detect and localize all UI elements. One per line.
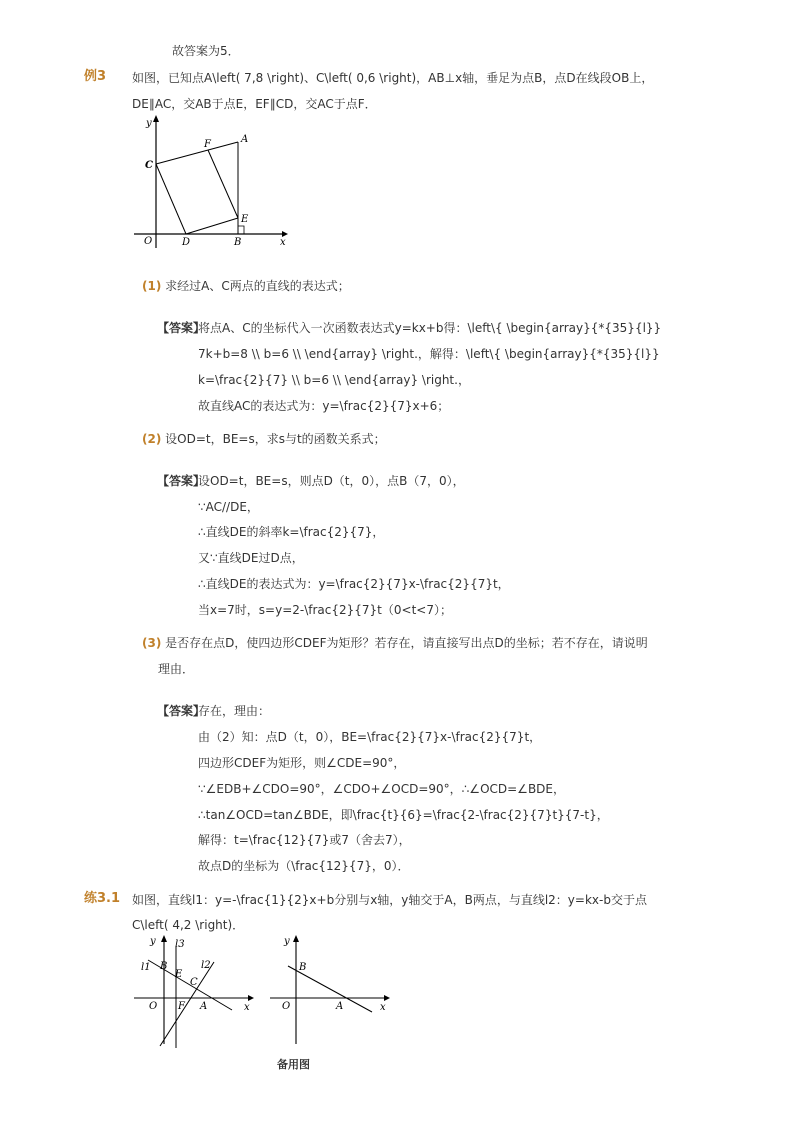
point-a-label: A <box>336 1001 344 1012</box>
q1-answer-line: 故直线AC的表达式为：y=\frac{2}{7}x+6； <box>198 399 450 413</box>
axis-x-label: x <box>244 1002 250 1013</box>
line-l3-label: l3 <box>175 939 185 950</box>
example3-figure <box>132 112 292 252</box>
q1-answer-line: 将点A、C的坐标代入一次函数表达式y=kx+b得：\left\{ \begin{array}{*{35}{l}} <box>198 321 662 335</box>
q2-answer-line: ∴直线DE的斜率k=\frac{2}{7}， <box>198 525 385 539</box>
q1-answer-line: 7k+b=8 \\ b=6 \\ \end{array} \right.，解得：\left\{ \begin{array}{*{35}{l}} <box>198 347 660 361</box>
axis-y-label: y <box>150 936 156 947</box>
q2-answer-line: 设OD=t，BE=s，则点D（t，0），点B（7，0）， <box>198 474 465 488</box>
point-e-label: E <box>241 214 249 225</box>
example-tag: 例3 <box>84 69 107 84</box>
point-f-label: F <box>178 1001 185 1012</box>
practice-tag: 练3.1 <box>84 891 121 906</box>
q2-question <box>142 430 386 448</box>
q2-number: (2) <box>142 432 162 446</box>
q1-question <box>142 277 350 295</box>
origin-label: O <box>149 1001 158 1012</box>
q2-answer-line: ∴直线DE的表达式为：y=\frac{2}{7}x-\frac{2}{7}t， <box>198 577 510 591</box>
practice-stem-line1: 如图，直线l1：y=-\frac{1}{2}x+b分别与x轴，y轴交于A，B两点，与直线l2：y=kx-b交于点 <box>132 893 647 907</box>
axis-x-label: x <box>280 237 286 248</box>
q3-answer-line: ∵∠EDB+∠CDO=90°，∠CDO+∠OCD=90°，∴∠OCD=∠BDE， <box>198 782 565 796</box>
point-a-label: A <box>200 1001 208 1012</box>
q2-answer-line: 又∵直线DE过D点， <box>198 551 304 565</box>
example-stem-line2: DE∥AC，交AB于点E，EF∥CD，交AC于点F． <box>132 97 377 111</box>
q3-answer-line: 由（2）知：点D（t，0），BE=\frac{2}{7}x-\frac{2}{7}t， <box>198 730 542 744</box>
q3-answer-line: ∴tan∠OCD=tan∠BDE，即\frac{t}{6}=\frac{2-\frac{2}{7}t}{7-t}， <box>198 808 609 822</box>
q1-answer-tag: 【答案】 <box>157 321 206 335</box>
q1-answer-line: k=\frac{2}{7} \\ b=6 \\ \end{array} \right.， <box>198 373 470 387</box>
q3-answer-line: 解得：t=\frac{12}{7}或7（舍去7）， <box>198 833 411 847</box>
q3-question-line2: 理由． <box>158 662 195 676</box>
q3-answer-line: 故点D的坐标为（\frac{12}{7}，0）． <box>198 859 410 873</box>
q2-answer-tag: 【答案】 <box>157 474 206 488</box>
q3-answer-tag: 【答案】 <box>157 704 206 718</box>
q3-text: 是否存在点D，使四边形CDEF为矩形？若存在，请直接写出点D的坐标；若不存在，请说明 <box>165 636 648 650</box>
example-stem-line1: 如图，已知点A\left( 7,8 \right)、C\left( 0,6 \right)，AB⊥x轴，垂足为点B，点D在线段OB上， <box>132 71 654 85</box>
q2-text: 设OD=t，BE=s，求s与t的函数关系式； <box>165 432 386 446</box>
q3-question-line1 <box>142 634 648 652</box>
q1-text: 求经过A、C两点的直线的表达式； <box>165 279 350 293</box>
point-c-label: C <box>190 977 198 988</box>
point-c-label: C <box>145 160 153 171</box>
point-b-label: B <box>299 962 307 973</box>
point-b-label: B <box>160 961 168 972</box>
previous-answer-line: 故答案为5． <box>172 44 240 58</box>
point-a-label: A <box>241 134 249 145</box>
origin-label: O <box>282 1001 291 1012</box>
practice-figure-backup <box>268 932 392 1052</box>
q2-answer-line: ∵AC//DE， <box>198 500 259 514</box>
practice-stem-line2: C\left( 4,2 \right)． <box>132 918 245 932</box>
backup-figure-caption: 备用图 <box>277 1058 310 1071</box>
axis-y-label: y <box>284 936 290 947</box>
axis-y-label: y <box>146 118 152 129</box>
q3-answer-line: 存在，理由： <box>198 704 271 718</box>
point-e-label: E <box>175 969 183 980</box>
point-f-label: F <box>204 139 211 150</box>
line-l1-label: l1 <box>141 962 151 973</box>
q1-number: (1) <box>142 279 162 293</box>
point-b-label: B <box>234 237 242 248</box>
q2-answer-line: 当x=7时，s=y=2-\frac{2}{7}t（0<t<7）； <box>198 603 452 617</box>
q3-answer-line: 四边形CDEF为矩形，则∠CDE=90°， <box>198 756 406 770</box>
point-d-label: D <box>182 237 191 248</box>
practice-figure-main <box>132 932 256 1052</box>
line-l2-label: l2 <box>201 960 211 971</box>
q3-number: (3) <box>142 636 162 650</box>
origin-label: O <box>144 236 153 247</box>
axis-x-label: x <box>380 1002 386 1013</box>
